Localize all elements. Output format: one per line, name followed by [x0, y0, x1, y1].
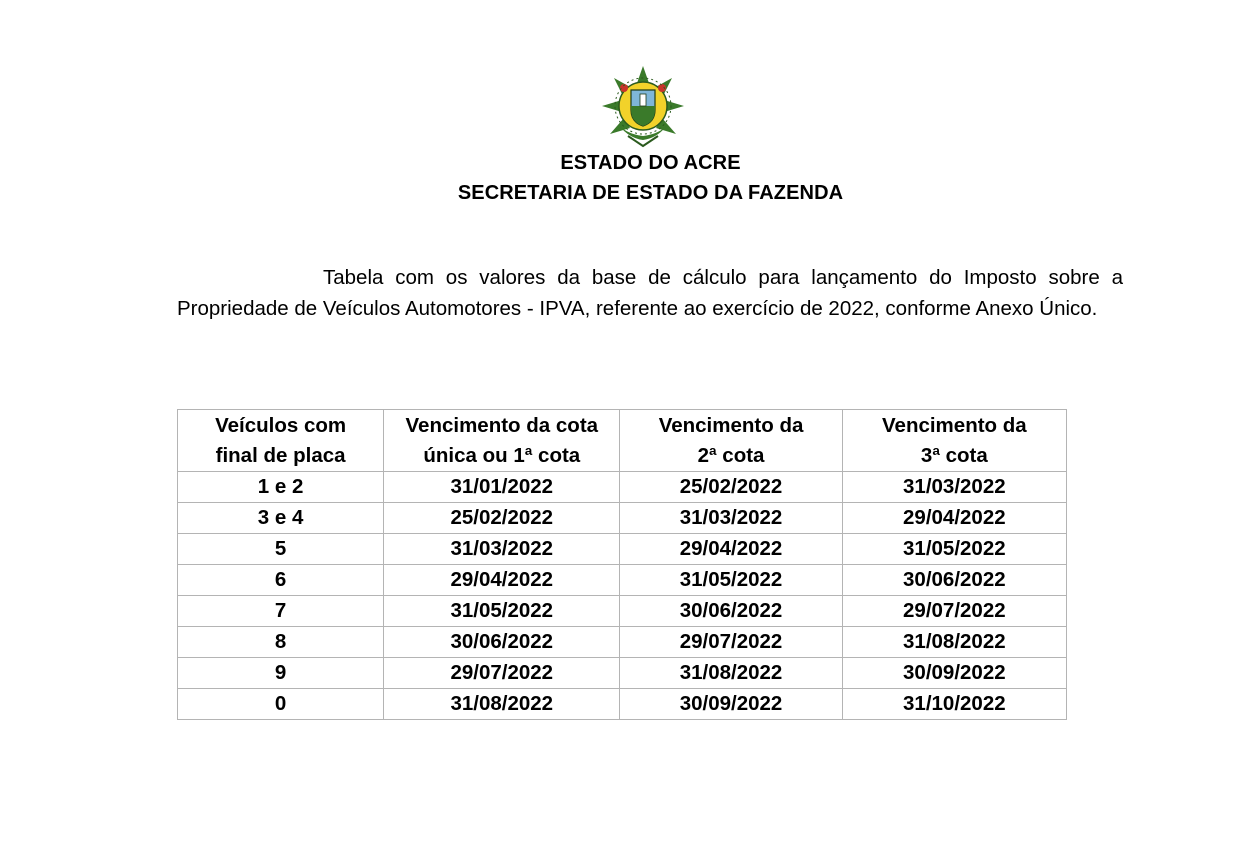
- plate-ending-cell: 7: [178, 596, 384, 627]
- plate-ending-cell: 8: [178, 627, 384, 658]
- first-quota-cell: 25/02/2022: [384, 503, 620, 534]
- plate-ending-cell: 5: [178, 534, 384, 565]
- first-quota-cell: 31/05/2022: [384, 596, 620, 627]
- secretariat-title: SECRETARIA DE ESTADO DA FAZENDA: [457, 182, 844, 204]
- plate-ending-cell: 0: [178, 689, 384, 720]
- table-row: [178, 472, 1067, 503]
- header-line: final de placa: [215, 443, 346, 467]
- third-quota-cell: 31/03/2022: [842, 472, 1066, 503]
- header-line: 2ª cota: [697, 443, 765, 467]
- acre-coat-of-arms-icon: [598, 64, 688, 148]
- header-line: 3ª cota: [920, 443, 988, 467]
- header-line: Vencimento da: [882, 413, 1027, 437]
- first-quota-cell: 29/04/2022: [384, 565, 620, 596]
- table-row: [178, 689, 1067, 720]
- header-plate-ending: [178, 410, 384, 472]
- intro-paragraph: Tabela com os valores da base de cálculo para lançamento do Imposto sobre a Propriedade de Veículos Automotores - IPVA, referente ao exercício de 2022, conforme Anexo Único.: [177, 266, 1123, 320]
- second-quota-cell: 30/06/2022: [620, 596, 842, 627]
- plate-ending-cell: 3 e 4: [178, 503, 384, 534]
- state-title: ESTADO DO ACRE: [560, 152, 741, 174]
- header-third-quota: [842, 410, 1066, 472]
- first-quota-cell: 31/03/2022: [384, 534, 620, 565]
- first-quota-cell: 31/01/2022: [384, 472, 620, 503]
- header-line: Vencimento da cota: [405, 413, 599, 437]
- first-quota-cell: 30/06/2022: [384, 627, 620, 658]
- second-quota-cell: 30/09/2022: [620, 689, 842, 720]
- plate-ending-cell: 1 e 2: [178, 472, 384, 503]
- second-quota-cell: 31/05/2022: [620, 565, 842, 596]
- table-row: [178, 534, 1067, 565]
- third-quota-cell: 29/07/2022: [842, 596, 1066, 627]
- header-first-quota: [384, 410, 620, 472]
- third-quota-cell: 30/06/2022: [842, 565, 1066, 596]
- plate-ending-cell: 6: [178, 565, 384, 596]
- header-line: Vencimento da: [658, 413, 804, 437]
- table-row: [178, 627, 1067, 658]
- third-quota-cell: 29/04/2022: [842, 503, 1066, 534]
- table-row: [178, 503, 1067, 534]
- first-quota-cell: 31/08/2022: [384, 689, 620, 720]
- second-quota-cell: 31/08/2022: [620, 658, 842, 689]
- plate-ending-cell: 9: [178, 658, 384, 689]
- third-quota-cell: 31/05/2022: [842, 534, 1066, 565]
- second-quota-cell: 29/04/2022: [620, 534, 842, 565]
- seal-tower: [640, 94, 646, 106]
- second-quota-cell: 25/02/2022: [620, 472, 842, 503]
- second-quota-cell: 31/03/2022: [620, 503, 842, 534]
- header-line: única ou 1ª cota: [423, 443, 581, 467]
- third-quota-cell: 30/09/2022: [842, 658, 1066, 689]
- table-row: [178, 658, 1067, 689]
- second-quota-cell: 29/07/2022: [620, 627, 842, 658]
- first-quota-cell: 29/07/2022: [384, 658, 620, 689]
- third-quota-cell: 31/10/2022: [842, 689, 1066, 720]
- table-header-row: [178, 410, 1067, 472]
- table-row: [178, 596, 1067, 627]
- ipva-due-dates-table: [177, 409, 1067, 720]
- third-quota-cell: 31/08/2022: [842, 627, 1066, 658]
- table-row: [178, 565, 1067, 596]
- header-second-quota: [620, 410, 842, 472]
- header-line: Veículos com: [215, 413, 347, 437]
